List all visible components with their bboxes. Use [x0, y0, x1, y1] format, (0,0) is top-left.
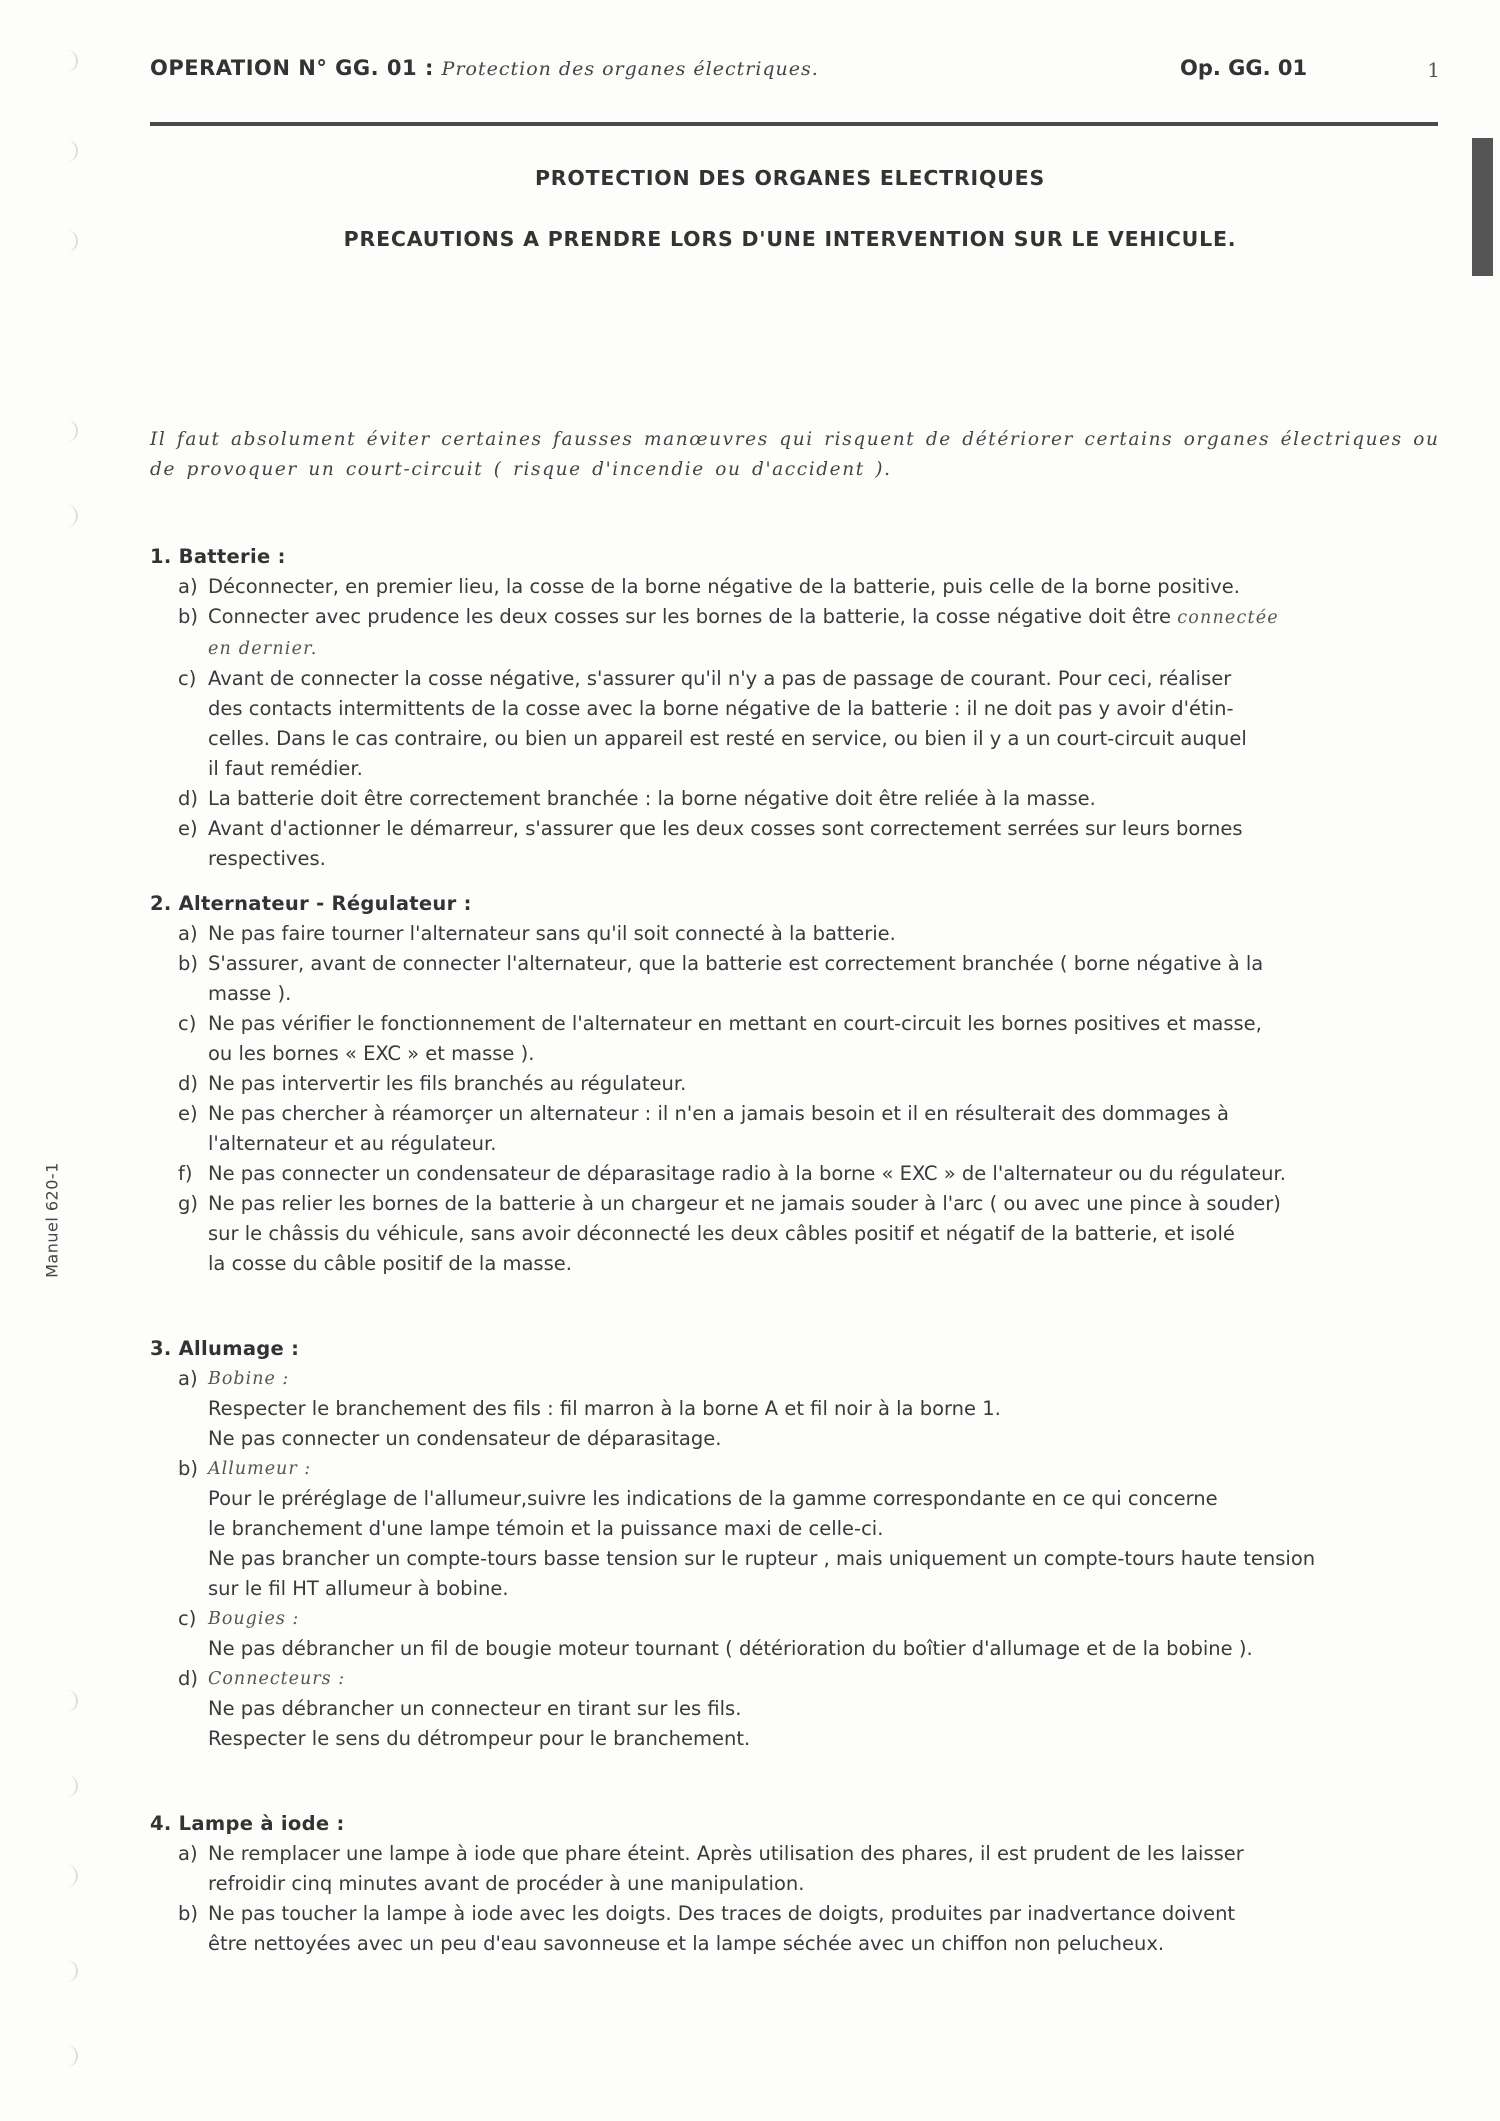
emphasis-text: connectée	[1177, 608, 1279, 628]
list-item	[150, 1604, 1440, 1664]
list-item	[150, 1099, 1440, 1159]
item-line: Ne pas toucher la lampe à iode avec les doigts. Des traces de doigts, produites par inadvertance doivent	[208, 1902, 1236, 1925]
list-item	[150, 572, 1440, 602]
section-lampe-a-iode	[150, 1809, 1440, 1959]
intro-line: de provoquer un court-circuit ( risque d'incendie ou d'accident ).	[150, 459, 892, 480]
item-line: ou les bornes « EXC » et masse ).	[208, 1042, 535, 1065]
list-item	[150, 949, 1440, 1009]
item-line: Connecter avec prudence les deux cosses sur les bornes de la batterie, la cosse négative doit être connectée	[208, 605, 1279, 628]
list-item	[150, 602, 1440, 664]
section-heading: 1. Batterie :	[150, 545, 286, 568]
document-body	[150, 542, 1440, 1959]
main-title: PROTECTION DES ORGANES ELECTRIQUES	[534, 166, 1046, 190]
item-label: a)	[178, 1842, 198, 1865]
list-item	[150, 814, 1440, 874]
item-line: Avant de connecter la cosse négative, s'assurer qu'il n'y a pas de passage de courant. Pour ceci, réaliser	[208, 667, 1232, 690]
item-line: Respecter le sens du détrompeur pour le branchement.	[208, 1727, 751, 1750]
item-subtitle: Bougies :	[208, 1609, 300, 1629]
item-label: b)	[178, 952, 198, 975]
list-item	[150, 1069, 1440, 1099]
item-line: celles. Dans le cas contraire, ou bien un appareil est resté en service, ou bien il y a un court-circuit auquel	[208, 727, 1247, 750]
binding-mark	[66, 1960, 78, 1982]
section-allumage	[150, 1334, 1440, 1754]
list-item	[150, 1189, 1440, 1279]
item-line: Ne pas relier les bornes de la batterie à un chargeur et ne jamais souder à l'arc ( ou avec une pince à souder)	[208, 1192, 1281, 1215]
item-label: d)	[178, 1667, 198, 1690]
section-heading: 3. Allumage :	[150, 1337, 300, 1360]
item-subtitle: Bobine :	[208, 1369, 290, 1389]
item-label: b)	[178, 1457, 198, 1480]
item-line: le branchement d'une lampe témoin et la puissance maxi de celle-ci.	[208, 1517, 884, 1540]
sub-title: PRECAUTIONS A PRENDRE LORS D'UNE INTERVENTION SUR LE VEHICULE.	[343, 227, 1237, 251]
binding-mark	[66, 1775, 78, 1797]
item-label: a)	[178, 922, 198, 945]
section-alternateur-regulateur	[150, 889, 1440, 1279]
list-item	[150, 1159, 1440, 1189]
list-item	[150, 784, 1440, 814]
item-line: respectives.	[208, 847, 326, 870]
item-line: refroidir cinq minutes avant de procéder à une manipulation.	[208, 1872, 805, 1895]
item-label: d)	[178, 1072, 198, 1095]
item-line: Ne pas débrancher un connecteur en tirant sur les fils.	[208, 1697, 742, 1720]
page-number: 1	[1427, 58, 1440, 82]
section-batterie	[150, 542, 1440, 874]
item-label: c)	[178, 667, 197, 690]
item-label: d)	[178, 787, 198, 810]
intro-paragraph	[150, 425, 1440, 485]
item-label: b)	[178, 1902, 198, 1925]
item-subtitle: Connecteurs :	[208, 1669, 346, 1689]
intro-line: Il faut absolument éviter certaines fausses manœuvres qui risquent de détériorer certains organes électriques ou	[150, 429, 1440, 450]
operation-title: OPERATION N° GG. 01 : Protection des organes électriques.	[150, 56, 819, 80]
item-label: g)	[178, 1192, 198, 1215]
list-item	[150, 1364, 1440, 1454]
operation-reference: Op. GG. 01	[1180, 56, 1308, 80]
list-item	[150, 919, 1440, 949]
binding-mark	[66, 1690, 78, 1712]
item-label: c)	[178, 1607, 197, 1630]
item-line: Ne pas connecter un condensateur de déparasitage.	[208, 1427, 722, 1450]
item-line: Ne pas brancher un compte-tours basse tension sur le rupteur , mais uniquement un compte-tours haute tension	[208, 1547, 1316, 1570]
item-line: il faut remédier.	[208, 757, 363, 780]
emphasis-text: en dernier.	[208, 639, 318, 659]
item-line: Ne pas intervertir les fils branchés au régulateur.	[208, 1072, 687, 1095]
binding-mark	[66, 420, 78, 442]
item-line: Déconnecter, en premier lieu, la cosse de la borne négative de la batterie, puis celle de la borne positive.	[208, 575, 1240, 598]
item-line: masse ).	[208, 982, 292, 1005]
item-line: la cosse du câble positif de la masse.	[208, 1252, 572, 1275]
section-heading: 4. Lampe à iode :	[150, 1812, 345, 1835]
item-label: a)	[178, 1367, 198, 1390]
item-label: e)	[178, 1102, 198, 1125]
list-item	[150, 1009, 1440, 1069]
item-line	[208, 633, 1440, 664]
list-item	[150, 1839, 1440, 1899]
binding-mark	[66, 1865, 78, 1887]
list-item	[150, 1664, 1440, 1754]
item-label: a)	[178, 575, 198, 598]
section-heading: 2. Alternateur - Régulateur :	[150, 892, 472, 915]
item-line: sur le châssis du véhicule, sans avoir déconnecté les deux câbles positif et négatif de la batterie, et isolé	[208, 1222, 1235, 1245]
manual-reference-vertical: Manuel 620-1	[42, 1162, 62, 1278]
binding-mark	[66, 50, 78, 72]
item-label: e)	[178, 817, 198, 840]
item-line: Ne pas chercher à réamorçer un alternateur : il n'en a jamais besoin et il en résulterait des dommages à	[208, 1102, 1229, 1125]
edge-tab-marker	[1472, 138, 1493, 276]
item-label: c)	[178, 1012, 197, 1035]
list-item	[150, 1899, 1440, 1959]
item-line: Ne pas connecter un condensateur de déparasitage radio à la borne « EXC » de l'alternateur ou du régulateur.	[208, 1162, 1286, 1185]
binding-mark	[66, 140, 78, 162]
item-line: Ne remplacer une lampe à iode que phare éteint. Après utilisation des phares, il est prudent de les laisser	[208, 1842, 1244, 1865]
item-line: sur le fil HT allumeur à bobine.	[208, 1577, 509, 1600]
item-line: l'alternateur et au régulateur.	[208, 1132, 497, 1155]
header-rule	[150, 122, 1438, 126]
item-line: Ne pas vérifier le fonctionnement de l'alternateur en mettant en court-circuit les bornes positives et masse,	[208, 1012, 1262, 1035]
binding-mark	[66, 505, 78, 527]
item-line: Avant d'actionner le démarreur, s'assurer que les deux cosses sont correctement serrées sur leurs bornes	[208, 817, 1243, 840]
item-subtitle: Allumeur :	[208, 1459, 312, 1479]
operation-subtitle: Protection des organes électriques.	[441, 58, 819, 80]
list-item	[150, 664, 1440, 784]
item-line: Pour le préréglage de l'allumeur,suivre les indications de la gamme correspondante en ce qui concerne	[208, 1487, 1218, 1510]
item-line: S'assurer, avant de connecter l'alternateur, que la batterie est correctement branchée ( borne négative à la	[208, 952, 1264, 975]
item-line: Ne pas faire tourner l'alternateur sans qu'il soit connecté à la batterie.	[208, 922, 896, 945]
item-label: f)	[178, 1162, 193, 1185]
list-item	[150, 1454, 1440, 1604]
item-label: b)	[178, 605, 198, 628]
binding-mark	[66, 2045, 78, 2067]
item-line: être nettoyées avec un peu d'eau savonneuse et la lampe séchée avec un chiffon non pelucheux.	[208, 1932, 1165, 1955]
item-line: Respecter le branchement des fils : fil marron à la borne A et fil noir à la borne 1.	[208, 1397, 1001, 1420]
item-line: des contacts intermittents de la cosse avec la borne négative de la batterie : il ne doit pas y avoir d'étin-	[208, 697, 1234, 720]
page-header	[150, 56, 1440, 86]
item-line: La batterie doit être correctement branchée : la borne négative doit être reliée à la masse.	[208, 787, 1096, 810]
item-line: Ne pas débrancher un fil de bougie moteur tournant ( détérioration du boîtier d'allumage et de la bobine ).	[208, 1637, 1253, 1660]
